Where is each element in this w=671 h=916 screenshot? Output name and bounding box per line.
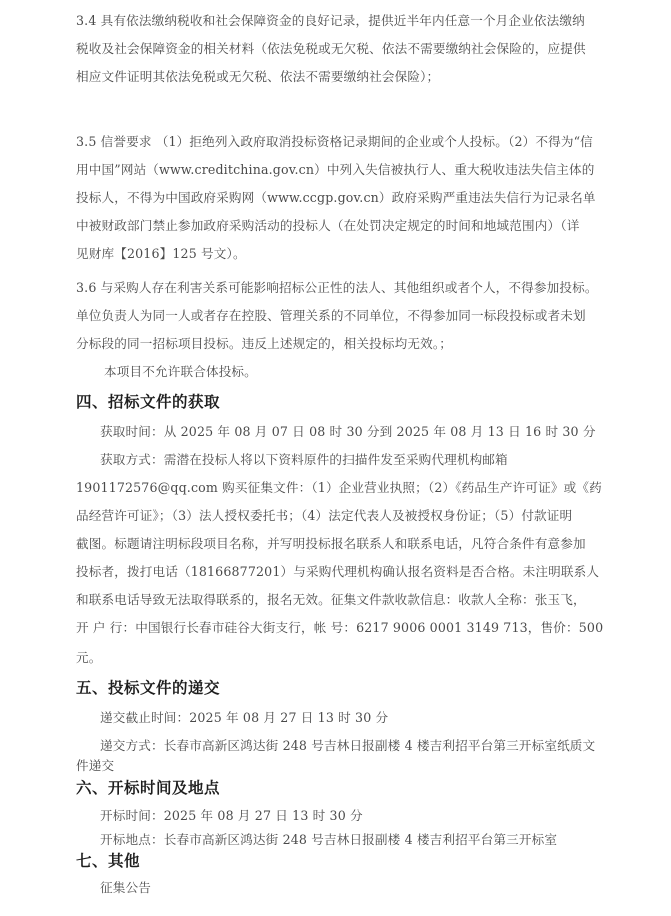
section-7-heading: 七、其他 xyxy=(76,852,141,870)
paragraph-3-4-line-2: 税收及社会保障资金的相关材料（依法免税或无欠税、依法不需要缴纳社会保险的，应提供 xyxy=(76,41,586,56)
acquisition-method-line-1: 获取方式：需潜在投标人将以下资料原件的扫描件发至采购代理机构邮箱 xyxy=(100,452,508,467)
acquisition-method-line-2: 1901172576@qq.com 购买征集文件：（1）企业营业执照；（2）《药品生产许可证》或《药 xyxy=(76,480,602,495)
paragraph-3-5-line-3: 投标人，不得为中国政府采购网（www.ccgp.gov.cn）政府采购严重违法失信行为记录名单 xyxy=(76,190,596,205)
acquisition-method-line-7: 开 户 行：中国银行长春市硅谷大街支行，帐 号：6217 9006 0001 3149 713，售价：500 xyxy=(76,620,604,635)
submission-method-line-2: 件递交 xyxy=(76,758,115,773)
no-consortium-note: 本项目不允许联合体投标。 xyxy=(104,364,257,379)
submission-deadline: 递交截止时间：2025 年 08 月 27 日 13 时 30 分 xyxy=(100,710,389,725)
acquisition-method-line-4: 截图。标题请注明标段项目名称，并写明投标报名联系人和联系电话，凡符合条件有意参加 xyxy=(76,536,586,551)
section-5-heading: 五、投标文件的递交 xyxy=(76,679,221,697)
acquisition-method-line-6: 和联系电话导致无法取得联系的，报名无效。征集文件款收款信息：收款人全称：张玉飞， xyxy=(76,592,586,607)
paragraph-3-4-line-1: 3.4 具有依法缴纳税收和社会保障资金的良好记录，提供近半年内任意一个月企业依法缴纳 xyxy=(76,13,585,28)
section-4-heading: 四、招标文件的获取 xyxy=(76,393,221,411)
acquisition-method-line-5: 投标者，拨打电话（18166877201）与采购代理机构确认报名资料是否合格。未注明联系人 xyxy=(76,564,600,579)
paragraph-3-6-line-1: 3.6 与采购人存在利害关系可能影响招标公正性的法人、其他组织或者个人，不得参加投标。 xyxy=(76,280,598,295)
paragraph-3-5-line-1: 3.5 信誉要求 （1）拒绝列入政府取消投标资格记录期间的企业或个人投标。（2）不得为“信 xyxy=(76,134,593,149)
opening-time: 开标时间：2025 年 08 月 27 日 13 时 30 分 xyxy=(100,808,363,823)
section-6-heading: 六、开标时间及地点 xyxy=(76,779,221,797)
acquisition-method-line-3: 品经营许可证》；（3）法人授权委托书；（4）法定代表人及被授权身份证；（5）付款证明 xyxy=(76,508,573,523)
paragraph-3-6-line-3: 分标段的同一招标项目投标。违反上述规定的，相关投标均无效。； xyxy=(76,336,453,351)
paragraph-3-5-line-5: 见财库【2016】125 号文）。 xyxy=(76,246,246,261)
acquisition-method-line-8: 元。 xyxy=(76,650,102,665)
paragraph-3-5-line-2: 用中国”网站（www.creditchina.gov.cn）中列入失信被执行人、重大税收违法失信主体的 xyxy=(76,162,595,177)
opening-place: 开标地点：长春市高新区鸿达街 248 号吉林日报副楼 4 楼吉利招平台第三开标室 xyxy=(100,832,558,847)
other-item: 征集公告 xyxy=(100,880,151,895)
paragraph-3-4-line-3: 相应文件证明其依法免税或无欠税、依法不需要缴纳社会保险）； xyxy=(76,69,440,84)
acquisition-time: 获取时间：从 2025 年 08 月 07 日 08 时 30 分到 2025 年 08 月 13 日 16 时 30 分 xyxy=(100,424,596,439)
submission-method-line-1: 递交方式：长春市高新区鸿达街 248 号吉林日报副楼 4 楼吉利招平台第三开标室纸质文 xyxy=(100,738,596,753)
paragraph-3-5-line-4: 中被财政部门禁止参加政府采购活动的投标人（在处罚决定规定的时间和地域范围内）（详 xyxy=(76,218,580,233)
paragraph-3-6-line-2: 单位负责人为同一人或者存在控股、管理关系的不同单位，不得参加同一标段投标或者未划 xyxy=(76,308,586,323)
